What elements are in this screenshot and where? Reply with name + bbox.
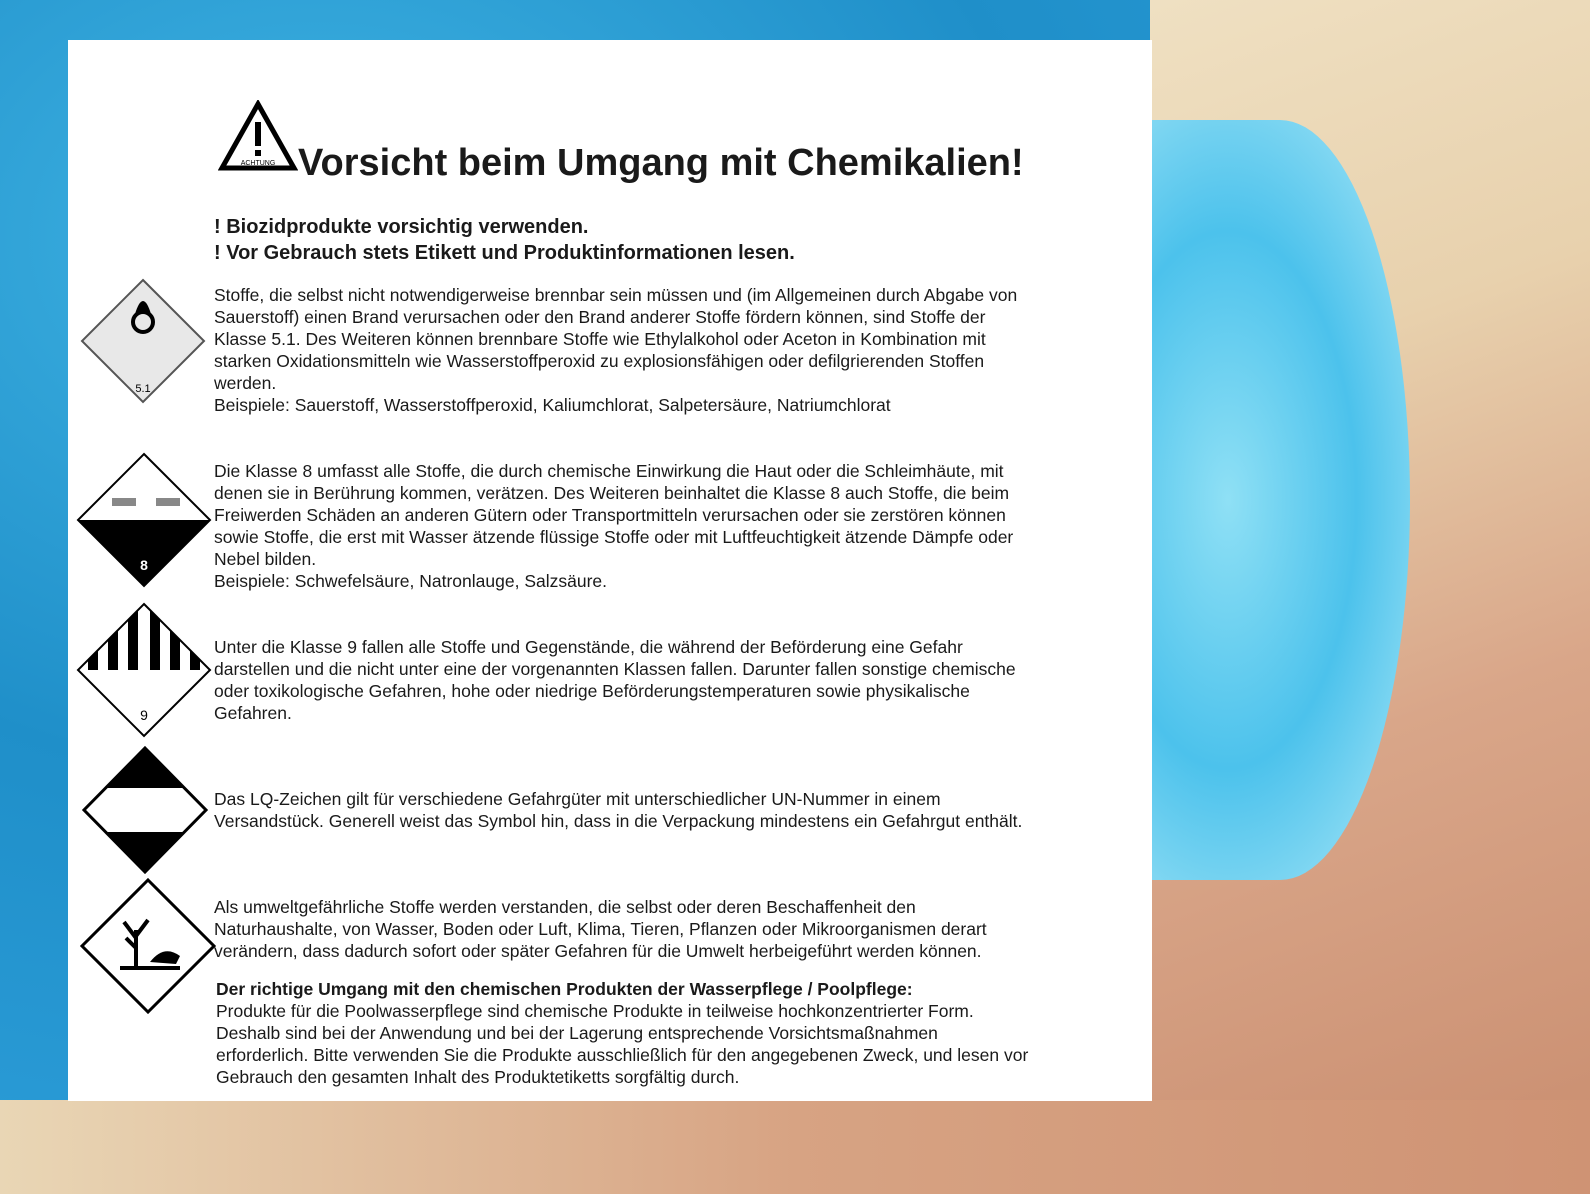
text-line: Stoffe, die selbst nicht notwendigerweise brennbar sein müssen und (im Allgemeinen durch Abgabe von: [214, 285, 1018, 305]
pool-water-background: [1150, 120, 1410, 880]
page-title: Vorsicht beim Umgang mit Chemikalien!: [298, 142, 1024, 184]
miscellaneous-class-9-icon: [76, 602, 212, 738]
warning-line: ! Biozidprodukte vorsichtig verwenden.: [214, 216, 589, 238]
text-line: Unter die Klasse 9 fallen alle Stoffe und Gegenstände, die während der Beförderung eine Gefahr: [214, 637, 963, 657]
safety-document: [68, 40, 1152, 1101]
text-line: Naturhaushalte, von Wasser, Boden oder Luft, Klima, Tieren, Pflanzen oder Mikroorganismen derart: [214, 919, 987, 939]
limited-quantity-lq-icon: [82, 746, 208, 874]
text-line: verändern, dass dadurch sofort oder später Gefahren für die Umwelt herbeigeführt werden können.: [214, 941, 982, 961]
oxidizer-class-5-1-icon: [80, 278, 206, 404]
text-line: Gefahren.: [214, 703, 292, 723]
text-line: starken Oxidationsmitteln wie Wasserstoffperoxid zu explosionsfähigen oder defilgrierenden Stoffen: [214, 351, 985, 371]
text-line: Beispiele: Schwefelsäure, Natronlauge, Salzsäure.: [214, 571, 607, 591]
text-line: sowie Stoffe, die erst mit Wasser ätzende flüssige Stoffe oder mit Luftfeuchtigkeit ätzende Dämpfe oder: [214, 527, 1014, 547]
text-line: Klasse 5.1. Des Weiteren können brennbare Stoffe wie Ethylalkohol oder Aceton in Kombination mit: [214, 329, 986, 349]
text-line: Freiwerden Schäden an anderen Gütern oder Transportmitteln verursachen oder sie zerstören können: [214, 505, 1006, 525]
text-line: darstellen und die nicht unter eine der vorgenannten Klassen fallen. Darunter fallen sonstige chemische: [214, 659, 1016, 679]
text-line: Produkte für die Poolwasserpflege sind chemische Produkte in teilweise hochkonzentrierter Form.: [216, 1001, 974, 1021]
svg-text:ACHTUNG: ACHTUNG: [240, 160, 276, 167]
text-line: Versandstück. Generell weist das Symbol hin, dass in die Verpackung mindestens ein Gefahrgut enthält.: [214, 811, 1023, 831]
svg-text:5.1: 5.1: [135, 383, 151, 395]
tile-floor-background: [0, 1100, 1590, 1194]
closing-heading: Der richtige Umgang mit den chemischen Produkten der Wasserpflege / Poolpflege:: [216, 979, 913, 999]
svg-text:9: 9: [140, 707, 148, 723]
text-line: Das LQ-Zeichen gilt für verschiedene Gefahrgüter mit unterschiedlicher UN-Nummer in einem: [214, 789, 941, 809]
svg-text:8: 8: [140, 557, 148, 573]
text-line: Beispiele: Sauerstoff, Wasserstoffperoxid, Kaliumchlorat, Salpetersäure, Natriumchlorat: [214, 395, 891, 415]
text-line: Nebel bilden.: [214, 549, 317, 569]
warning-triangle-icon: [218, 100, 298, 172]
text-line: erforderlich. Bitte verwenden Sie die Produkte ausschließlich für den angegebenen Zweck, und lesen vor: [216, 1045, 1029, 1065]
warning-line: ! Vor Gebrauch stets Etikett und Produktinformationen lesen.: [214, 242, 795, 264]
text-line: oder toxikologische Gefahren, hohe oder niedrige Beförderungstemperaturen sowie physikalische: [214, 681, 970, 701]
text-line: Gebrauch den gesamten Inhalt des Produktetiketts sorgfältig durch.: [216, 1067, 740, 1087]
text-line: Als umweltgefährliche Stoffe werden verstanden, die selbst oder deren Beschaffenheit den: [214, 897, 916, 917]
corrosive-class-8-icon: [76, 452, 212, 588]
text-line: Deshalb sind bei der Anwendung und bei der Lagerung entsprechende Vorsichtsmaßnahmen: [216, 1023, 938, 1043]
text-line: denen sie in Berührung kommen, verätzen. Des Weiteren beinhaltet die Klasse 8 auch Stoffe, die beim: [214, 483, 1010, 503]
text-line: werden.: [214, 373, 277, 393]
text-line: Die Klasse 8 umfasst alle Stoffe, die durch chemische Einwirkung die Haut oder die Schleimhäute, mit: [214, 461, 1004, 481]
environmental-hazard-icon: [80, 878, 216, 1014]
text-line: Sauerstoff) einen Brand verursachen oder den Brand anderer Stoffe fördern können, sind Stoffe der: [214, 307, 986, 327]
